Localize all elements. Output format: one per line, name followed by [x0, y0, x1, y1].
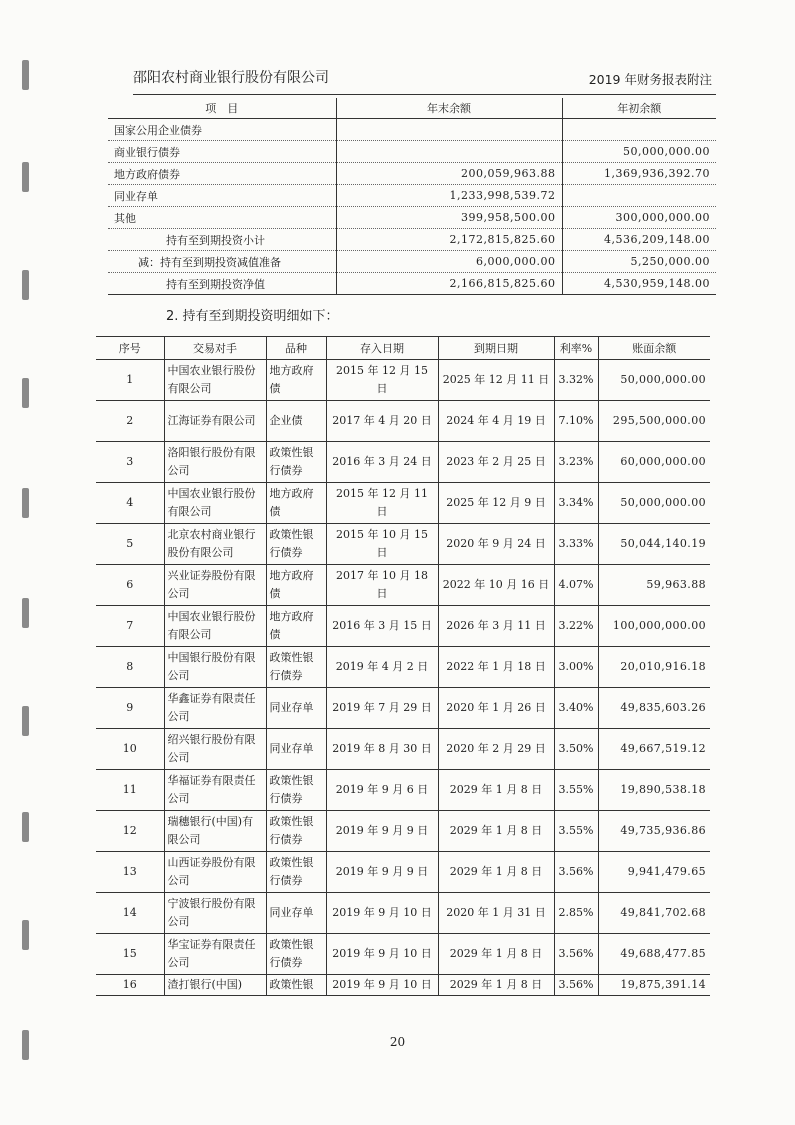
- year-end-balance-cell: [336, 119, 562, 141]
- book-balance-cell: 295,500,000.00: [598, 401, 710, 442]
- seq-cell: 8: [96, 647, 164, 688]
- maturity-date-cell: 2029 年 1 月 8 日: [438, 770, 554, 811]
- deposit-date-cell: 2019 年 9 月 6 日: [326, 770, 438, 811]
- interest-rate-cell: 3.23%: [554, 442, 598, 483]
- interest-rate-cell: 3.55%: [554, 811, 598, 852]
- table-header-row: [96, 337, 710, 360]
- detail-table: [96, 336, 710, 996]
- item-name-cell: 商业银行债券: [108, 141, 336, 163]
- book-balance-cell: 19,890,538.18: [598, 770, 710, 811]
- seq-cell: 4: [96, 483, 164, 524]
- category-cell: 政策性银行债券: [266, 852, 326, 893]
- item-name-cell: 持有至到期投资小计: [108, 229, 336, 251]
- maturity-date-cell: 2029 年 1 月 8 日: [438, 975, 554, 996]
- year-start-balance-cell: 4,530,959,148.00: [562, 273, 716, 295]
- item-name-cell: 同业存单: [108, 185, 336, 207]
- year-end-balance-cell: 6,000,000.00: [336, 251, 562, 273]
- counterparty-cell: 江海证券有限公司: [164, 401, 266, 442]
- maturity-date-cell: 2020 年 2 月 29 日: [438, 729, 554, 770]
- report-title: 2019 年财务报表附注: [588, 72, 712, 87]
- deposit-date-cell: 2016 年 3 月 24 日: [326, 442, 438, 483]
- table-row: [96, 442, 710, 483]
- counterparty-cell: 绍兴银行股份有限公司: [164, 729, 266, 770]
- binder-hole-mark: [22, 270, 29, 300]
- table-row: [108, 163, 716, 185]
- deposit-date-cell: 2017 年 10 月 18 日: [326, 565, 438, 606]
- item-name-cell: 地方政府债券: [108, 163, 336, 185]
- maturity-date-cell: 2020 年 1 月 31 日: [438, 893, 554, 934]
- seq-cell: 14: [96, 893, 164, 934]
- year-end-balance-cell: 2,166,815,825.60: [336, 273, 562, 295]
- maturity-date-cell: 2020 年 1 月 26 日: [438, 688, 554, 729]
- deposit-date-cell: 2016 年 3 月 15 日: [326, 606, 438, 647]
- seq-cell: 3: [96, 442, 164, 483]
- category-cell: 政策性银行债券: [266, 442, 326, 483]
- year-start-balance-cell: 4,536,209,148.00: [562, 229, 716, 251]
- company-name: 邵阳农村商业银行股份有限公司: [133, 70, 329, 86]
- maturity-date-cell: 2024 年 4 月 19 日: [438, 401, 554, 442]
- item-name-cell: 其他: [108, 207, 336, 229]
- table-row: [96, 975, 710, 996]
- book-balance-cell: 49,835,603.26: [598, 688, 710, 729]
- counterparty-cell: 中国银行股份有限公司: [164, 647, 266, 688]
- binder-hole-mark: [22, 378, 29, 408]
- table-row: [96, 483, 710, 524]
- table-header-row: [108, 98, 716, 119]
- table-row: [96, 770, 710, 811]
- book-balance-cell: 59,963.88: [598, 565, 710, 606]
- interest-rate-cell: 3.56%: [554, 934, 598, 975]
- table-row: [108, 229, 716, 251]
- category-cell: 政策性银行债券: [266, 647, 326, 688]
- counterparty-cell: 北京农村商业银行股份有限公司: [164, 524, 266, 565]
- page-number: 20: [389, 1035, 406, 1049]
- deposit-date-cell: 2019 年 9 月 10 日: [326, 975, 438, 996]
- seq-cell: 7: [96, 606, 164, 647]
- deposit-date-cell: 2015 年 12 月 15 日: [326, 360, 438, 401]
- maturity-date-cell: 2029 年 1 月 8 日: [438, 934, 554, 975]
- table-row: [96, 401, 710, 442]
- book-balance-cell: 19,875,391.14: [598, 975, 710, 996]
- table-row: [96, 729, 710, 770]
- category-cell: 同业存单: [266, 688, 326, 729]
- deposit-date-cell: 2019 年 8 月 30 日: [326, 729, 438, 770]
- book-balance-cell: 50,000,000.00: [598, 360, 710, 401]
- book-balance-cell: 50,000,000.00: [598, 483, 710, 524]
- year-end-balance-cell: [336, 141, 562, 163]
- counterparty-cell: 洛阳银行股份有限公司: [164, 442, 266, 483]
- category-cell: 地方政府债: [266, 360, 326, 401]
- category-cell: 地方政府债: [266, 483, 326, 524]
- seq-cell: 2: [96, 401, 164, 442]
- table-row: [96, 647, 710, 688]
- deposit-date-cell: 2019 年 9 月 10 日: [326, 893, 438, 934]
- summary-table: [108, 98, 716, 295]
- interest-rate-cell: 3.55%: [554, 770, 598, 811]
- category-cell: 地方政府债: [266, 606, 326, 647]
- seq-cell: 12: [96, 811, 164, 852]
- book-balance-cell: 100,000,000.00: [598, 606, 710, 647]
- interest-rate-cell: 3.50%: [554, 729, 598, 770]
- section-title: 2. 持有至到期投资明细如下：: [166, 309, 339, 324]
- binder-hole-mark: [22, 706, 29, 736]
- table-row: [96, 360, 710, 401]
- column-header: 到期日期: [438, 337, 554, 360]
- interest-rate-cell: 3.34%: [554, 483, 598, 524]
- page-header: [133, 64, 716, 95]
- book-balance-cell: 49,841,702.68: [598, 893, 710, 934]
- counterparty-cell: 山西证券股份有限公司: [164, 852, 266, 893]
- category-cell: 政策性银行债券: [266, 934, 326, 975]
- year-start-balance-cell: 1,369,936,392.70: [562, 163, 716, 185]
- seq-cell: 1: [96, 360, 164, 401]
- seq-cell: 15: [96, 934, 164, 975]
- column-header: 账面余额: [598, 337, 710, 360]
- maturity-date-cell: 2029 年 1 月 8 日: [438, 811, 554, 852]
- year-end-balance-cell: 2,172,815,825.60: [336, 229, 562, 251]
- seq-cell: 5: [96, 524, 164, 565]
- deposit-date-cell: 2019 年 9 月 9 日: [326, 811, 438, 852]
- deposit-date-cell: 2015 年 10 月 15 日: [326, 524, 438, 565]
- binder-hole-mark: [22, 598, 29, 628]
- counterparty-cell: 中国农业银行股份有限公司: [164, 483, 266, 524]
- binder-hole-mark: [22, 812, 29, 842]
- table-row: [96, 688, 710, 729]
- counterparty-cell: 宁波银行股份有限公司: [164, 893, 266, 934]
- counterparty-cell: 华宝证券有限责任公司: [164, 934, 266, 975]
- seq-cell: 9: [96, 688, 164, 729]
- column-header: 存入日期: [326, 337, 438, 360]
- table-row: [96, 606, 710, 647]
- interest-rate-cell: 4.07%: [554, 565, 598, 606]
- maturity-date-cell: 2025 年 12 月 9 日: [438, 483, 554, 524]
- year-start-balance-cell: [562, 119, 716, 141]
- table-row: [96, 893, 710, 934]
- binder-hole-mark: [22, 488, 29, 518]
- category-cell: 企业债: [266, 401, 326, 442]
- book-balance-cell: 49,688,477.85: [598, 934, 710, 975]
- deposit-date-cell: 2019 年 7 月 29 日: [326, 688, 438, 729]
- category-cell: 政策性银行债券: [266, 770, 326, 811]
- counterparty-cell: 华福证券有限责任公司: [164, 770, 266, 811]
- year-end-balance-cell: 1,233,998,539.72: [336, 185, 562, 207]
- book-balance-cell: 49,735,936.86: [598, 811, 710, 852]
- seq-cell: 11: [96, 770, 164, 811]
- category-cell: 政策性银: [266, 975, 326, 996]
- table-row: [108, 251, 716, 273]
- column-header: 年末余额: [336, 98, 562, 119]
- interest-rate-cell: 3.40%: [554, 688, 598, 729]
- counterparty-cell: 华鑫证券有限责任公司: [164, 688, 266, 729]
- table-row: [108, 119, 716, 141]
- interest-rate-cell: 3.32%: [554, 360, 598, 401]
- binder-hole-mark: [22, 920, 29, 950]
- column-header: 利率%: [554, 337, 598, 360]
- table-row: [108, 207, 716, 229]
- year-start-balance-cell: 5,250,000.00: [562, 251, 716, 273]
- deposit-date-cell: 2019 年 9 月 10 日: [326, 934, 438, 975]
- table-row: [108, 185, 716, 207]
- table-row: [96, 565, 710, 606]
- seq-cell: 6: [96, 565, 164, 606]
- year-start-balance-cell: 50,000,000.00: [562, 141, 716, 163]
- column-header: 序号: [96, 337, 164, 360]
- item-name-cell: 国家公用企业债券: [108, 119, 336, 141]
- year-end-balance-cell: 399,958,500.00: [336, 207, 562, 229]
- year-end-balance-cell: 200,059,963.88: [336, 163, 562, 185]
- binder-hole-mark: [22, 162, 29, 192]
- book-balance-cell: 50,044,140.19: [598, 524, 710, 565]
- year-start-balance-cell: [562, 185, 716, 207]
- table-row: [108, 273, 716, 295]
- interest-rate-cell: 3.00%: [554, 647, 598, 688]
- deposit-date-cell: 2019 年 4 月 2 日: [326, 647, 438, 688]
- category-cell: 地方政府债: [266, 565, 326, 606]
- table-row: [96, 934, 710, 975]
- table-row: [96, 524, 710, 565]
- counterparty-cell: 中国农业银行股份有限公司: [164, 606, 266, 647]
- seq-cell: 13: [96, 852, 164, 893]
- maturity-date-cell: 2026 年 3 月 11 日: [438, 606, 554, 647]
- book-balance-cell: 49,667,519.12: [598, 729, 710, 770]
- category-cell: 同业存单: [266, 729, 326, 770]
- interest-rate-cell: 3.56%: [554, 852, 598, 893]
- maturity-date-cell: 2022 年 1 月 18 日: [438, 647, 554, 688]
- column-header: 项 目: [108, 98, 336, 119]
- counterparty-cell: 中国农业银行股份有限公司: [164, 360, 266, 401]
- year-start-balance-cell: 300,000,000.00: [562, 207, 716, 229]
- column-header: 品种: [266, 337, 326, 360]
- interest-rate-cell: 2.85%: [554, 893, 598, 934]
- item-name-cell: 持有至到期投资净值: [108, 273, 336, 295]
- book-balance-cell: 9,941,479.65: [598, 852, 710, 893]
- table-row: [96, 852, 710, 893]
- maturity-date-cell: 2029 年 1 月 8 日: [438, 852, 554, 893]
- maturity-date-cell: 2023 年 2 月 25 日: [438, 442, 554, 483]
- counterparty-cell: 兴业证券股份有限公司: [164, 565, 266, 606]
- binder-hole-mark: [22, 60, 29, 90]
- interest-rate-cell: 3.56%: [554, 975, 598, 996]
- counterparty-cell: 瑞穗银行(中国)有限公司: [164, 811, 266, 852]
- category-cell: 同业存单: [266, 893, 326, 934]
- deposit-date-cell: 2019 年 9 月 9 日: [326, 852, 438, 893]
- column-header: 交易对手: [164, 337, 266, 360]
- counterparty-cell: 渣打银行(中国): [164, 975, 266, 996]
- item-name-cell: 减：持有至到期投资减值准备: [108, 251, 336, 273]
- seq-cell: 10: [96, 729, 164, 770]
- interest-rate-cell: 3.33%: [554, 524, 598, 565]
- interest-rate-cell: 7.10%: [554, 401, 598, 442]
- maturity-date-cell: 2020 年 9 月 24 日: [438, 524, 554, 565]
- column-header: 年初余额: [562, 98, 716, 119]
- table-row: [108, 141, 716, 163]
- maturity-date-cell: 2025 年 12 月 11 日: [438, 360, 554, 401]
- book-balance-cell: 60,000,000.00: [598, 442, 710, 483]
- category-cell: 政策性银行债券: [266, 524, 326, 565]
- seq-cell: 16: [96, 975, 164, 996]
- deposit-date-cell: 2015 年 12 月 11 日: [326, 483, 438, 524]
- table-row: [96, 811, 710, 852]
- maturity-date-cell: 2022 年 10 月 16 日: [438, 565, 554, 606]
- book-balance-cell: 20,010,916.18: [598, 647, 710, 688]
- interest-rate-cell: 3.22%: [554, 606, 598, 647]
- deposit-date-cell: 2017 年 4 月 20 日: [326, 401, 438, 442]
- category-cell: 政策性银行债券: [266, 811, 326, 852]
